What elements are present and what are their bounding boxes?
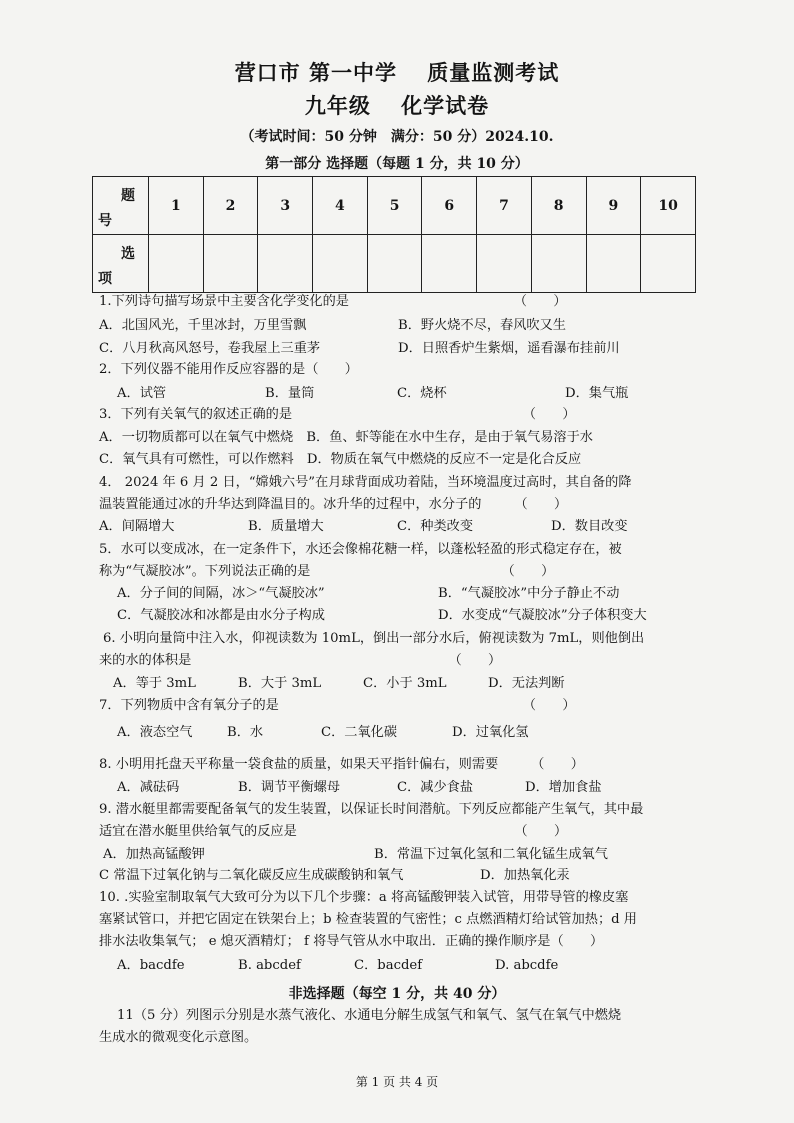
option-text: A．北国风光，千里冰封，万里雪飘	[99, 318, 307, 333]
option-text: B. abcdef	[238, 958, 301, 973]
option-text: C．种类改变	[397, 519, 474, 534]
question-number-cell: 7	[477, 177, 532, 235]
option-text: C．烧杯	[397, 386, 447, 401]
option-text: A．一切物质都可以在氧气中燃烧 B．鱼、虾等能在水中生存，是由于氧气易溶于水	[99, 430, 593, 445]
answer-cell	[586, 235, 641, 293]
question-number-cell: 5	[367, 177, 422, 235]
option-text: B．“气凝胶冰”中分子静止不动	[438, 586, 620, 601]
question-number-cell: 1	[149, 177, 204, 235]
question-text: 称为“气凝胶冰”。下列说法正确的是 （ ）	[99, 564, 555, 579]
answer-cell	[477, 235, 532, 293]
option-text: A．bacdfe	[117, 958, 185, 973]
option-text: A．间隔增大	[99, 519, 175, 534]
option-text: D．增加食盐	[525, 780, 602, 795]
question-text: 温装置能通过冰的升华达到降温目的。冰升华的过程中，水分子的 （ ）	[99, 497, 568, 512]
question-text: 3．下列有关氧气的叙述正确的是 （ ）	[99, 407, 576, 422]
option-text: C．减少食盐	[397, 780, 474, 795]
question-number-cell: 10	[641, 177, 696, 235]
option-text: A．减砝码	[117, 780, 180, 795]
question-text: 生成水的微观变化示意图。	[99, 1030, 258, 1045]
option-text: A．等于 3mL	[113, 676, 196, 691]
answer-cell	[203, 235, 258, 293]
question-text: 7．下列物质中含有氧分子的是 （ ）	[99, 698, 576, 713]
option-text: C．小于 3mL	[363, 676, 447, 691]
option-text: D．水变成“气凝胶冰”分子体积变大	[438, 608, 647, 623]
question-text: 5．水可以变成冰，在一定条件下，水还会像棉花糖一样，以蓬松轻盈的形式稳定存在，被	[99, 542, 622, 557]
option-text: C．bacdef	[354, 958, 423, 973]
option-text: A．分子间的间隔，冰＞“气凝胶冰”	[117, 586, 325, 601]
part2-heading: 非选择题（每空 1 分，共 40 分）	[288, 986, 506, 1002]
option-text: D．加热氧化汞	[480, 868, 570, 883]
question-number-cell: 3	[258, 177, 313, 235]
option-text: C 常温下过氧化钠与二氧化碳反应生成碳酸钠和氧气	[99, 868, 404, 883]
option-text: B．调节平衡螺母	[238, 780, 341, 795]
question-text: 10. .实验室制取氧气大致可分为以下几个步骤：a 将高锰酸钾装入试管，用带导管的橡皮塞	[99, 890, 629, 905]
option-text: D．数目改变	[551, 519, 628, 534]
exam-info: （考试时间：50 分钟 满分：50 分）2024.10.	[240, 129, 554, 145]
header-char: 选	[121, 246, 135, 262]
option-text: A．液态空气	[117, 725, 193, 740]
option-text: D．日照香炉生紫烟，遥看瀑布挂前川	[398, 341, 620, 356]
option-text: B．水	[227, 725, 264, 740]
question-text: 2．下列仪器不能用作反应容器的是（ ）	[99, 362, 358, 377]
part1-heading: 第一部分 选择题（每题 1 分，共 10 分）	[265, 156, 529, 172]
question-text: 1.下列诗句描写场景中主要含化学变化的是 （ ）	[99, 294, 567, 309]
answer-table	[92, 176, 696, 293]
answer-table-option-row	[93, 235, 696, 293]
answer-cell	[149, 235, 204, 293]
option-text: B．大于 3mL	[238, 676, 322, 691]
question-text: 4． 2024 年 6 月 2 日，“嫦娥六号”在月球背面成功着陆，当环境温度过高时，其自备的降	[99, 475, 632, 490]
question-number-cell: 4	[313, 177, 368, 235]
question-number-cell: 2	[203, 177, 258, 235]
answer-cell	[313, 235, 368, 293]
option-text: B．量筒	[265, 386, 315, 401]
option-text: D．集气瓶	[565, 386, 629, 401]
option-text: D．无法判断	[488, 676, 565, 691]
header-char: 题	[121, 188, 135, 204]
question-text: 9. 潜水艇里都需要配备氧气的发生装置，以保证长时间潜航。下列反应都能产生氧气，其中最	[99, 802, 644, 817]
question-text: 来的水的体积是 （ ）	[99, 653, 502, 668]
option-text: D．过氧化氢	[452, 725, 529, 740]
answer-cell	[531, 235, 586, 293]
option-text: C．氧气具有可燃性，可以作燃料 D．物质在氧气中燃烧的反应不一定是化合反应	[99, 452, 582, 467]
question-number-cell: 8	[531, 177, 586, 235]
question-text: 塞紧试管口，并把它固定在铁架台上；b 检查装置的气密性；c 点燃酒精灯给试管加热；d 用	[99, 912, 637, 927]
option-text: C．二氧化碳	[321, 725, 398, 740]
header-char: 号	[98, 213, 112, 229]
question-number-cell: 9	[586, 177, 641, 235]
question-text: 适宜在潜水艇里供给氧气的反应是 （ ）	[99, 824, 568, 839]
answer-option-header	[93, 235, 149, 293]
page-number: 第 1 页 共 4 页	[355, 1075, 439, 1089]
option-text: B．野火烧不尽，春风吹又生	[398, 318, 566, 333]
question-number-cell: 6	[422, 177, 477, 235]
question-text: 6. 小明向量筒中注入水，仰视读数为 10mL，倒出一部分水后，俯视读数为 7mL，则他倒出	[103, 631, 645, 646]
option-text: B．质量增大	[248, 519, 324, 534]
answer-cell	[258, 235, 313, 293]
header-char: 项	[98, 271, 112, 287]
option-text: B．常温下过氧化氢和二氧化锰生成氧气	[374, 847, 608, 862]
option-text: A．试管	[117, 386, 167, 401]
answer-cell	[641, 235, 696, 293]
question-text: 11（5 分）列图示分别是水蒸气液化、水通电分解生成氢气和氧气、氢气在氧气中燃烧	[117, 1008, 622, 1023]
answer-table-number-row	[93, 177, 696, 235]
option-text: C．八月秋高风怒号，卷我屋上三重茅	[99, 341, 321, 356]
question-text: 排水法收集氧气； e 熄灭酒精灯； f 将导气管从水中取出．正确的操作顺序是（ ）	[99, 934, 604, 949]
question-text: 8. 小明用托盘天平称量一袋食盐的质量，如果天平指针偏右，则需要 （ ）	[99, 757, 584, 772]
option-text: C．气凝胶冰和冰都是由水分子构成	[117, 608, 325, 623]
question-number-header	[93, 177, 149, 235]
answer-cell	[367, 235, 422, 293]
exam-title: 营口市 第一中学 质量监测考试	[234, 60, 560, 85]
exam-subtitle: 九年级 化学试卷	[304, 93, 490, 118]
answer-cell	[422, 235, 477, 293]
option-text: A．加热高锰酸钾	[103, 847, 205, 862]
option-text: D. abcdfe	[495, 958, 559, 973]
